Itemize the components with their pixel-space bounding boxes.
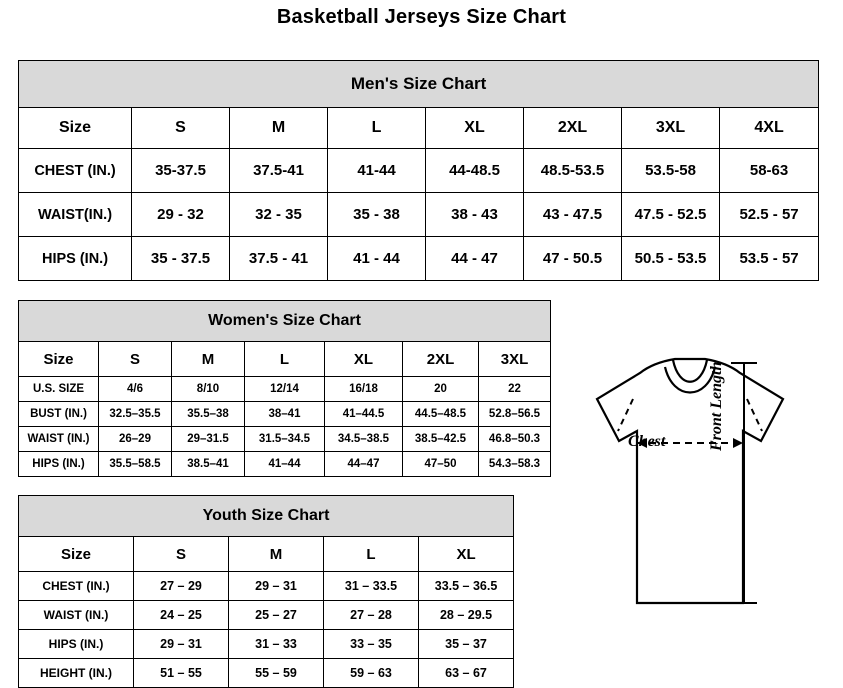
right-sleeve-seam bbox=[747, 399, 762, 431]
womens-col-m: M bbox=[172, 342, 245, 377]
womens-waist-2xl: 38.5–42.5 bbox=[403, 427, 479, 452]
collar-path bbox=[673, 360, 707, 382]
youth-chart-title: Youth Size Chart bbox=[19, 496, 514, 537]
table-row bbox=[19, 237, 819, 281]
womens-col-3xl: 3XL bbox=[479, 342, 551, 377]
womens-chart-title-row bbox=[19, 301, 551, 342]
womens-row-label-hips: HIPS (IN.) bbox=[19, 452, 99, 477]
youth-chest-m: 29 – 31 bbox=[229, 572, 324, 601]
mens-hips-3xl: 50.5 - 53.5 bbox=[622, 237, 720, 281]
youth-height-m: 55 – 59 bbox=[229, 659, 324, 688]
womens-waist-m: 29–31.5 bbox=[172, 427, 245, 452]
mens-chart-title: Men's Size Chart bbox=[19, 61, 819, 108]
mens-row-label-waist: WAIST(IN.) bbox=[19, 193, 132, 237]
table-row bbox=[19, 659, 514, 688]
womens-header-row bbox=[19, 342, 551, 377]
youth-size-chart-table bbox=[18, 495, 514, 688]
womens-waist-s: 26–29 bbox=[99, 427, 172, 452]
womens-col-xl: XL bbox=[325, 342, 403, 377]
youth-waist-m: 25 – 27 bbox=[229, 601, 324, 630]
page-title: Basketball Jerseys Size Chart bbox=[276, 6, 567, 28]
mens-row-label-chest: CHEST (IN.) bbox=[19, 149, 132, 193]
mens-chest-l: 41-44 bbox=[328, 149, 426, 193]
mens-chart-title-row bbox=[19, 61, 819, 108]
mens-hips-4xl: 53.5 - 57 bbox=[720, 237, 819, 281]
mens-waist-xl: 38 - 43 bbox=[426, 193, 524, 237]
womens-col-size: Size bbox=[19, 342, 99, 377]
chest-arrow-right bbox=[733, 438, 743, 448]
youth-chest-l: 31 – 33.5 bbox=[324, 572, 419, 601]
jersey-outline-icon bbox=[545, 355, 835, 665]
womens-ussize-s: 4/6 bbox=[99, 377, 172, 402]
womens-bust-m: 35.5–38 bbox=[172, 402, 245, 427]
mens-waist-s: 29 - 32 bbox=[132, 193, 230, 237]
mens-hips-2xl: 47 - 50.5 bbox=[524, 237, 622, 281]
youth-row-label-hips: HIPS (IN.) bbox=[19, 630, 134, 659]
jersey-measurement-diagram bbox=[545, 355, 835, 665]
youth-hips-m: 31 – 33 bbox=[229, 630, 324, 659]
womens-row-label-us-size: U.S. SIZE bbox=[19, 377, 99, 402]
youth-height-l: 59 – 63 bbox=[324, 659, 419, 688]
womens-size-chart-table bbox=[18, 300, 551, 477]
chest-label: Chest bbox=[628, 433, 666, 450]
mens-chest-m: 37.5-41 bbox=[230, 149, 328, 193]
table-row bbox=[19, 193, 819, 237]
womens-waist-l: 31.5–34.5 bbox=[245, 427, 325, 452]
youth-waist-l: 27 – 28 bbox=[324, 601, 419, 630]
womens-ussize-xl: 16/18 bbox=[325, 377, 403, 402]
youth-col-m: M bbox=[229, 537, 324, 572]
youth-row-label-waist: WAIST (IN.) bbox=[19, 601, 134, 630]
mens-hips-m: 37.5 - 41 bbox=[230, 237, 328, 281]
youth-col-xl: XL bbox=[419, 537, 514, 572]
mens-hips-l: 41 - 44 bbox=[328, 237, 426, 281]
mens-chest-xl: 44-48.5 bbox=[426, 149, 524, 193]
mens-waist-m: 32 - 35 bbox=[230, 193, 328, 237]
womens-hips-xl: 44–47 bbox=[325, 452, 403, 477]
womens-hips-3xl: 54.3–58.3 bbox=[479, 452, 551, 477]
table-row bbox=[19, 572, 514, 601]
table-row bbox=[19, 377, 551, 402]
table-row bbox=[19, 427, 551, 452]
youth-hips-xl: 35 – 37 bbox=[419, 630, 514, 659]
youth-row-label-chest: CHEST (IN.) bbox=[19, 572, 134, 601]
womens-row-label-waist: WAIST (IN.) bbox=[19, 427, 99, 452]
mens-col-l: L bbox=[328, 108, 426, 149]
mens-chest-s: 35-37.5 bbox=[132, 149, 230, 193]
mens-size-chart-table bbox=[18, 60, 819, 281]
mens-chest-3xl: 53.5-58 bbox=[622, 149, 720, 193]
womens-col-l: L bbox=[245, 342, 325, 377]
mens-waist-3xl: 47.5 - 52.5 bbox=[622, 193, 720, 237]
youth-height-xl: 63 – 67 bbox=[419, 659, 514, 688]
mens-header-row bbox=[19, 108, 819, 149]
mens-col-3xl: 3XL bbox=[622, 108, 720, 149]
womens-waist-3xl: 46.8–50.3 bbox=[479, 427, 551, 452]
table-row bbox=[19, 452, 551, 477]
mens-col-s: S bbox=[132, 108, 230, 149]
youth-col-size: Size bbox=[19, 537, 134, 572]
womens-hips-2xl: 47–50 bbox=[403, 452, 479, 477]
womens-col-2xl: 2XL bbox=[403, 342, 479, 377]
womens-hips-l: 41–44 bbox=[245, 452, 325, 477]
mens-col-xl: XL bbox=[426, 108, 524, 149]
womens-bust-xl: 41–44.5 bbox=[325, 402, 403, 427]
table-row bbox=[19, 601, 514, 630]
womens-hips-m: 38.5–41 bbox=[172, 452, 245, 477]
womens-ussize-m: 8/10 bbox=[172, 377, 245, 402]
youth-waist-s: 24 – 25 bbox=[134, 601, 229, 630]
womens-bust-l: 38–41 bbox=[245, 402, 325, 427]
womens-waist-xl: 34.5–38.5 bbox=[325, 427, 403, 452]
table-row bbox=[19, 149, 819, 193]
womens-row-label-bust: BUST (IN.) bbox=[19, 402, 99, 427]
youth-col-l: L bbox=[324, 537, 419, 572]
womens-bust-s: 32.5–35.5 bbox=[99, 402, 172, 427]
mens-waist-l: 35 - 38 bbox=[328, 193, 426, 237]
womens-chart-title: Women's Size Chart bbox=[19, 301, 551, 342]
youth-row-label-height: HEIGHT (IN.) bbox=[19, 659, 134, 688]
youth-waist-xl: 28 – 29.5 bbox=[419, 601, 514, 630]
mens-waist-4xl: 52.5 - 57 bbox=[720, 193, 819, 237]
youth-height-s: 51 – 55 bbox=[134, 659, 229, 688]
youth-col-s: S bbox=[134, 537, 229, 572]
table-row bbox=[19, 630, 514, 659]
mens-hips-xl: 44 - 47 bbox=[426, 237, 524, 281]
youth-hips-s: 29 – 31 bbox=[134, 630, 229, 659]
mens-waist-2xl: 43 - 47.5 bbox=[524, 193, 622, 237]
shirt-body-path bbox=[597, 359, 783, 603]
mens-col-2xl: 2XL bbox=[524, 108, 622, 149]
left-sleeve-seam bbox=[618, 399, 633, 431]
mens-chest-4xl: 58-63 bbox=[720, 149, 819, 193]
mens-chest-2xl: 48.5-53.5 bbox=[524, 149, 622, 193]
womens-ussize-3xl: 22 bbox=[479, 377, 551, 402]
mens-row-label-hips: HIPS (IN.) bbox=[19, 237, 132, 281]
mens-col-m: M bbox=[230, 108, 328, 149]
womens-bust-2xl: 44.5–48.5 bbox=[403, 402, 479, 427]
mens-col-4xl: 4XL bbox=[720, 108, 819, 149]
womens-ussize-l: 12/14 bbox=[245, 377, 325, 402]
front-length-label: Front Length bbox=[708, 361, 725, 451]
womens-hips-s: 35.5–58.5 bbox=[99, 452, 172, 477]
youth-chest-xl: 33.5 – 36.5 bbox=[419, 572, 514, 601]
womens-ussize-2xl: 20 bbox=[403, 377, 479, 402]
youth-header-row bbox=[19, 537, 514, 572]
mens-col-size: Size bbox=[19, 108, 132, 149]
table-row bbox=[19, 402, 551, 427]
youth-chest-s: 27 – 29 bbox=[134, 572, 229, 601]
mens-hips-s: 35 - 37.5 bbox=[132, 237, 230, 281]
womens-col-s: S bbox=[99, 342, 172, 377]
youth-chart-title-row bbox=[19, 496, 514, 537]
youth-hips-l: 33 – 35 bbox=[324, 630, 419, 659]
womens-bust-3xl: 52.8–56.5 bbox=[479, 402, 551, 427]
